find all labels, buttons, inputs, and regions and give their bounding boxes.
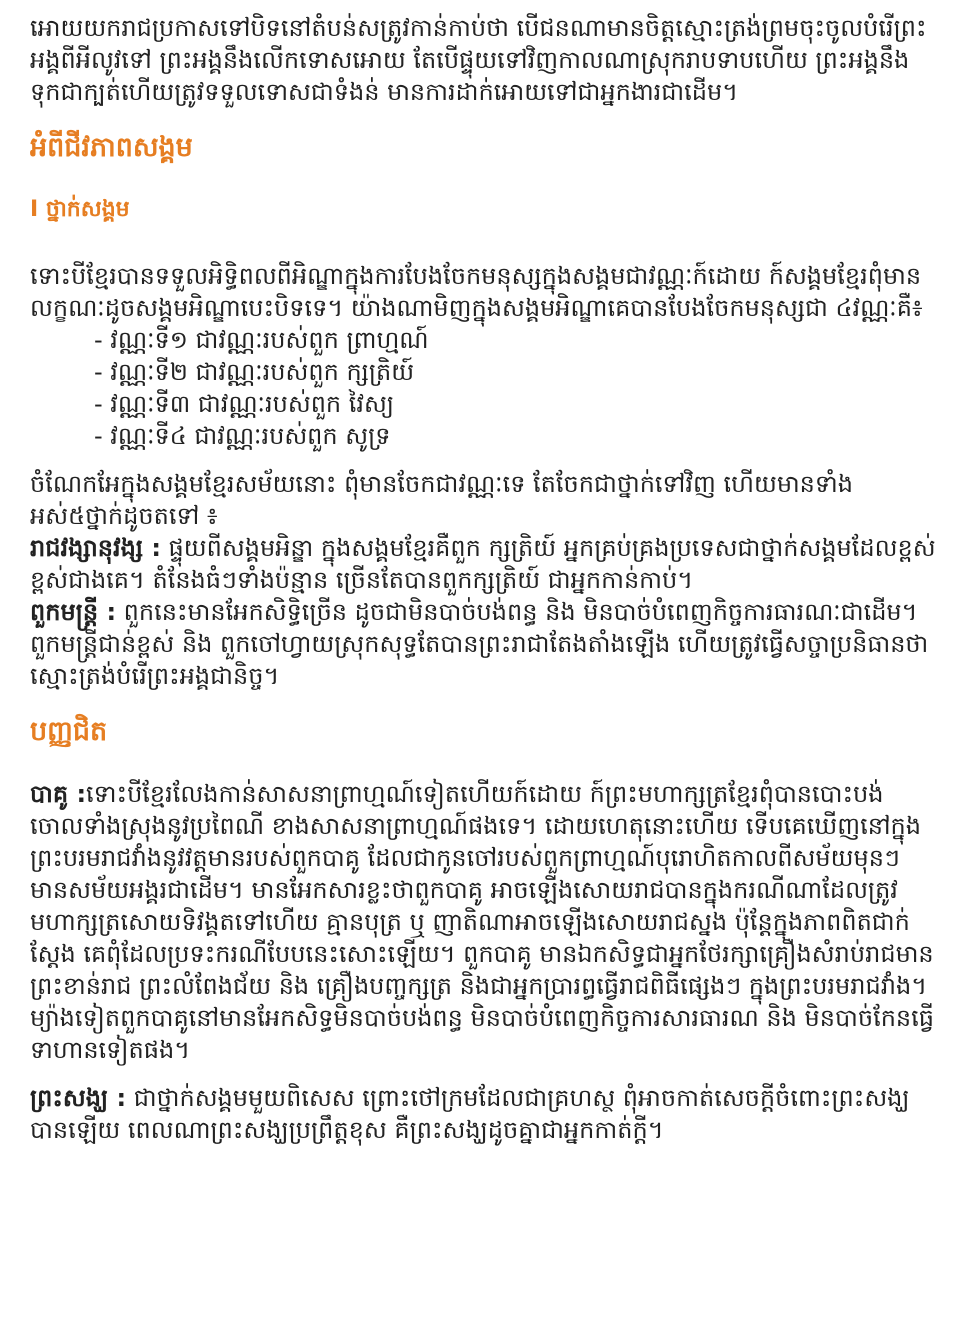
varna-item-1: - វណ្ណៈទី១ ជាវណ្ណៈរបស់ពួក ព្រាហ្មណ៍ xyxy=(94,326,429,354)
intro-paragraph: អោយយករាជប្រកាសទៅបិទនៅតំបន់សត្រូវកាន់កាប់ថា បើជនណាមានចិត្តស្មោះត្រង់ព្រមចុះចូលបំរើព្រះអង្គពីអីលូវទៅ ព្រះអង្គនឹងលើកទោសអោយ តែបើផ្ទុយទៅវិញកាលណាស្រុករាបទាបហើយ ព្រះអង្គនឹងទុកជាក្បត់ហើយត្រូវទទួលទោសជាទំងន់ មានការដាក់អោយទៅជាអ្នកងារជាដើម។ xyxy=(30,14,927,106)
paragraph-sangha xyxy=(30,1082,936,1146)
section-heading-social-life: អំពីជីវភាពសង្គម xyxy=(30,132,193,163)
varna-item-3: - វណ្ណៈទី៣ ជាវណ្ណៈរបស់ពួក វៃស្យ xyxy=(94,390,395,418)
varna-list xyxy=(30,324,936,452)
subheading-social-classes: I ថ្នាក់សង្គម xyxy=(30,197,130,222)
varna-item-4: - វណ្ណៈទី៤ ជាវណ្ណៈរបស់ពួក សូទ្រ xyxy=(94,422,391,450)
paragraph-bakhu xyxy=(30,778,936,1066)
term-royal-family: រាជវង្សានុវង្ស : xyxy=(30,534,161,562)
text-royal-family: ផ្ទុយពីសង្គមអិន្ឌា ក្នុងសង្គមខ្មែរគឺពួក ក្សត្រិយ៍ អ្នកគ្រប់គ្រងប្រទេសជាថ្នាក់សង្គមដែលខ្ពស់ខ្ពស់ជាងគេ។ តំនែងធំៗទាំងប៉ន្មាន ច្រើនតែបានពួកក្សត្រិយ៍ ជាអ្នកកាន់កាប់។ xyxy=(30,534,936,594)
term-bakhu: បាគូ : xyxy=(30,780,87,808)
text-bakhu: ទោះបីខ្មែរលែងកាន់សាសនាព្រាហ្មណ៍ទៀតហើយក៍ដោយ ក៍ព្រះមហាក្សត្រខ្មែរពុំបានបោះបង់ចោលទាំងស្រុងនូវប្រពៃណី ខាងសាសនាព្រាហ្មណ៍ផងទេ។ ដោយហេតុនោះហើយ ទើបគេឃើញនៅក្នុងព្រះបរមរាជវាំងនូវវត្តមានរបស់ពួកបាគូ ដែលជាកូនចៅរបស់ពួកព្រាហ្មណ៍បុរោហិតកាលពីសម័យមុនៗ មានសម័យអង្គរជាដើម។ មានអែកសារខ្លះថាពួកបាគូ អាចឡើងសោយរាជបានក្នុងករណីណាដែលត្រូវមហាក្សត្រសោយទិវង្គតទៅហើយ គ្មានបុត្រ ឬ ញាតិណាអាចឡើងសោយរាជស្នង ប៉ុន្តែក្នុងភាពពិតជាក់ស្តែង គេពុំដែលប្រទះករណីបែបនេះសោះឡើយ។ ពួកបាគូ មានឯកសិទ្ធជាអ្នកថែរក្សាគ្រឿងសំរាប់រាជមានព្រះខាន់រាជ ព្រះលំពែងជ័យ និង គ្រឿងបញ្ចក្សត្រ និងជាអ្នកប្រារព្ធធ្វើរាជពិធីផ្សេងៗ ក្នុងព្រះបរមរាជវាំង។ ម្យ៉ាងទៀតពួកបាគូនៅមានអែកសិទ្ធមិនបាច់បង់ពន្ធ មិនបាច់បំពេញកិច្ចការសារធារណ និង មិនបាច់កែនធ្វើទាហានទៀតផង។ xyxy=(30,780,935,1064)
text-officials: ពួកនេះមានអែកសិទ្ធិច្រើន ដូចជាមិនបាច់បង់ពន្ធ និង មិនបាច់បំពេញកិច្ចការធារណៈជាដើម។ ពួកមន្ត្រីជាន់ខ្ពស់ និង ពួកចៅហ្វាយស្រុកសុទ្ធតែបានព្រះរាជាតែងតាំងឡើង ហើយត្រូវធ្វើសច្ចាប្រនិធានថាស្មោះត្រង់បំរើព្រះអង្គជានិច្ច។ xyxy=(30,598,929,690)
term-sangha: ព្រះសង្ឃ : xyxy=(30,1084,127,1112)
term-officials: ពួកមន្ត្រី : xyxy=(30,598,117,626)
paragraph-officials xyxy=(30,596,936,692)
text-sangha: ជាថ្នាក់សង្គមមួយពិសេស ព្រោះថៅក្រមដែលជាគ្រហស្ថ ពុំអាចកាត់សេចក្តីចំពោះព្រះសង្ឃបានឡើយ ពេលណាព្រះសង្ឃប្រព្រឹត្តខុស គឺព្រះសង្ឃដូចគ្នាជាអ្នកកាត់ក្តី។ xyxy=(30,1084,910,1144)
paragraph-india-influence: ទោះបីខ្មែរបានទទួលអិទ្ធិពលពីអិណ្ឌាក្នុងការបែងចែកមនុស្សក្នុងសង្គមជាវណ្ណៈក៍ដោយ ក៍សង្គមខ្មែរពុំមានលក្ខណៈដូចសង្គមអិណ្ឌាបេះបិទទេ។ យ៉ាងណាមិញក្នុងសង្គមអិណ្ឌាគេបានបែងចែកមនុស្សជា ៤វណ្ណៈគឺ៖ xyxy=(30,262,923,322)
paragraph-khmer-classes: ចំណែកអែក្នុងសង្គមខ្មែរសម័យនោះ ពុំមានចែកជាវណ្ណៈទេ តែចែកជាថ្នាក់ទៅវិញ ហើយមានទាំងអស់៥ថ្នាក់ដូចតទៅ ៖ xyxy=(30,470,853,530)
paragraph-royal-family xyxy=(30,532,936,596)
section-heading-scholars: បញ្ញជិត xyxy=(30,716,108,747)
varna-item-2: - វណ្ណៈទី២ ជាវណ្ណៈរបស់ពួក ក្សត្រិយ៍ xyxy=(94,358,415,386)
